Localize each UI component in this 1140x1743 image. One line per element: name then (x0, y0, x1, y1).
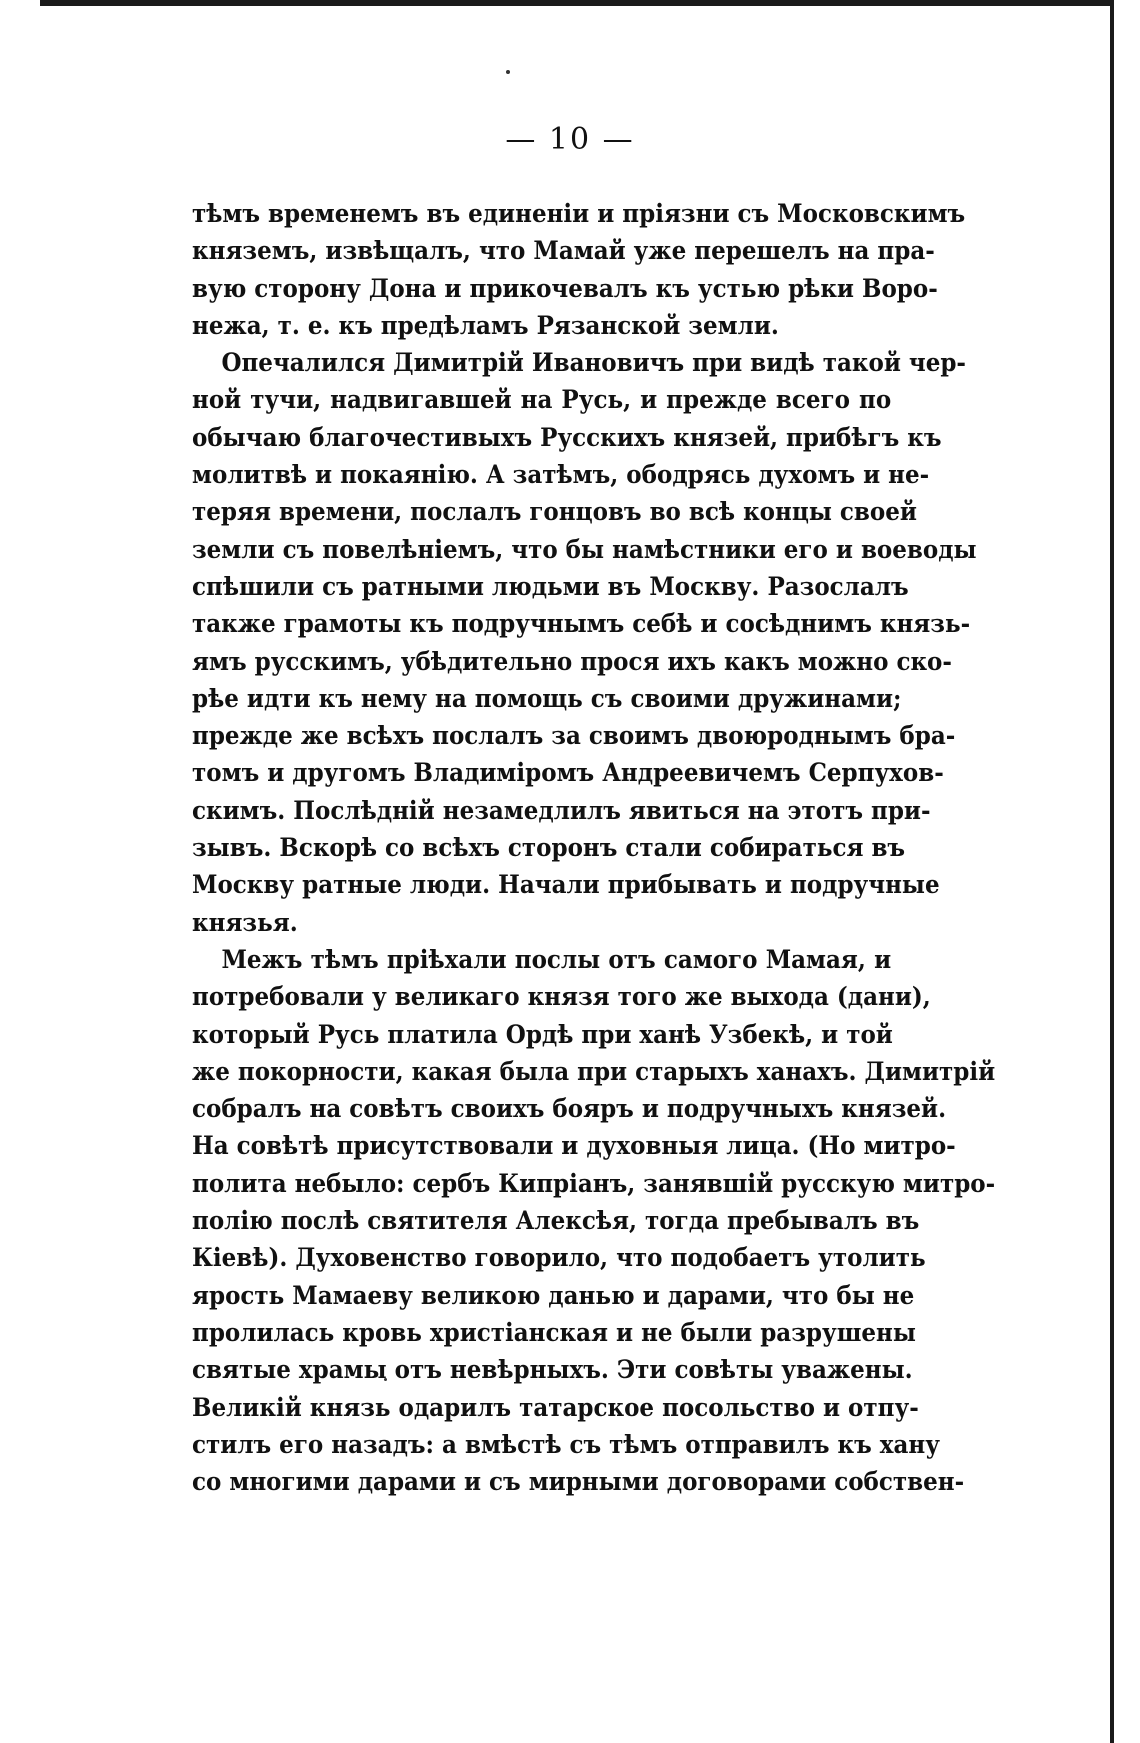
text-line: спѣшили съ ратными людьми въ Москву. Разослалъ (192, 571, 909, 601)
text-line: пролилась кровь христіанская и не были разрушены (192, 1317, 916, 1347)
text-line: ямъ русскимъ, убѣдительно прося ихъ какъ можно ско- (192, 646, 952, 676)
text-line: На совѣтѣ присутствовали и духовныя лица. (Но митро- (192, 1131, 956, 1161)
text-line: княземъ, извѣщалъ, что Мамай уже перешелъ на пра- (192, 236, 935, 266)
text-line: Великій князь одарилъ татарское посольство и отпу- (192, 1392, 919, 1422)
text-line: со многими дарами и съ мирными договорами собствен- (192, 1467, 965, 1497)
text-line: зывъ. Вскорѣ со всѣхъ сторонъ стали собираться въ (192, 833, 906, 863)
text-line: который Русь платила Ордѣ при ханѣ Узбекѣ, и той (192, 1019, 893, 1049)
paragraph (192, 195, 966, 344)
text-line: полита небыло: сербъ Кипріанъ, занявшій русскую митро- (192, 1168, 996, 1198)
text-line: собралъ на совѣтъ своихъ бояръ и подручныхъ князей. (192, 1094, 947, 1124)
text-line: же покорности, какая была при старыхъ ханахъ. Димитрій (192, 1056, 996, 1086)
text-line: обычаю благочестивыхъ Русскихъ князей, прибѣгъ къ (192, 422, 942, 452)
text-line: также грамоты къ подручнымъ себѣ и сосѣднимъ князь- (192, 609, 971, 639)
text-line: скимъ. Послѣдній незамедлилъ явиться на этотъ при- (192, 795, 931, 825)
text-line: ной тучи, надвигавшей на Русь, и прежде всего по (192, 385, 892, 415)
text-line: ярость Мамаеву великою данью и дарами, что бы не (192, 1280, 915, 1310)
paragraph (192, 941, 996, 1500)
text-line: потребовали у великаго князя того же выхода (дани), (192, 982, 931, 1012)
text-line: князья. (192, 907, 298, 937)
paragraph (192, 344, 977, 941)
text-line: Опечалился Димитрій Ивановичъ при видѣ такой чер- (221, 348, 966, 378)
text-line: Межъ тѣмъ пріѣхали послы отъ самого Мамая, и (221, 944, 892, 974)
text-line: тѣмъ временемъ въ единеніи и пріязни съ Московскимъ (192, 199, 966, 228)
right-page-edge (1110, 0, 1140, 1743)
text-line: рѣе идти къ нему на помощь съ своими дружинами; (192, 683, 902, 713)
print-speck (506, 70, 510, 74)
text-line: молитвѣ и покаянію. А затѣмъ, ободрясь духомъ и не- (192, 460, 930, 490)
page-number: — 10 — (505, 122, 635, 157)
body-text (192, 195, 996, 1500)
text-line: прежде же всѣхъ послалъ за своимъ двоюроднымъ бра- (192, 721, 956, 751)
top-border-rule (40, 0, 1110, 6)
text-line: Кіевѣ). Духовенство говорило, что подобаетъ утолить (192, 1243, 926, 1273)
text-line: вую сторону Дона и прикочевалъ къ устью рѣки Воро- (192, 273, 938, 303)
text-line: теряя времени, послалъ гонцовъ во всѣ концы своей (192, 497, 917, 527)
text-line: нежа, т. е. къ предѣламъ Рязанской земли. (192, 310, 779, 340)
text-line: святые храмы отъ невѣрныхъ. Эти совѣты уважены. (192, 1355, 913, 1385)
text-line: Москву ратные люди. Начали прибывать и подручные (192, 870, 940, 900)
text-line: полію послѣ святителя Алексѣя, тогда пребывалъ въ (192, 1206, 920, 1236)
text-line: стилъ его назадъ: а вмѣстѣ съ тѣмъ отправилъ къ хану (192, 1429, 940, 1459)
text-line: томъ и другомъ Владиміромъ Андреевичемъ Серпухов- (192, 758, 944, 788)
text-line: земли съ повелѣніемъ, что бы намѣстники его и воеводы (192, 534, 977, 564)
